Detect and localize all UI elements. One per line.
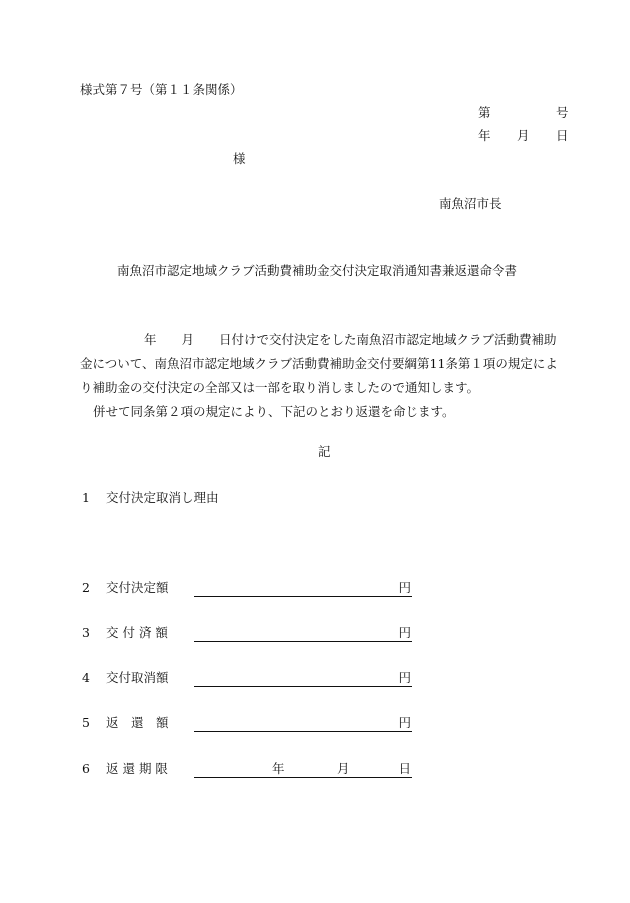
item-6-label: 返 還 期 限: [106, 761, 168, 776]
doc-date-day: 日: [556, 128, 569, 143]
body-line-2: 金について、南魚沼市認定地域クラブ活動費補助金交付要綱第11条第１項の規定によ: [80, 356, 558, 371]
item-6-month: 月: [337, 761, 350, 776]
body-line-4: 併せて同条第２項の規定により、下記のとおり返還を命じます。: [93, 404, 455, 419]
item-1-number: 1: [82, 490, 90, 505]
item-5-label: 返 還 額: [106, 715, 169, 730]
form-label: 様式第７号（第１１条関係）: [80, 82, 243, 97]
item-5-unit: 円: [398, 715, 411, 730]
item-2-number: 2: [82, 580, 90, 595]
body-date-month: 月: [181, 332, 195, 347]
item-3-unit: 円: [398, 625, 411, 640]
item-2-unit: 円: [398, 580, 411, 595]
item-4-amount-field[interactable]: [194, 668, 412, 687]
item-2-label: 交付決定額: [106, 580, 169, 595]
item-6-year: 年: [272, 761, 285, 776]
item-5-number: 5: [82, 715, 90, 730]
doc-number-prefix: 第: [478, 105, 491, 120]
ki-heading: 記: [318, 444, 331, 459]
item-1-label: 交付決定取消し理由: [106, 490, 219, 505]
body-text: [80, 328, 580, 424]
item-3-amount-field[interactable]: [194, 623, 412, 642]
item-4-label: 交付取消額: [106, 670, 169, 685]
item-5-amount-field[interactable]: [194, 713, 412, 732]
item-3-number: 3: [82, 625, 90, 640]
item-6-day: 日: [398, 761, 411, 776]
body-line-1: [80, 328, 580, 352]
item-2-amount-field[interactable]: [194, 578, 412, 597]
addressee-suffix: 様: [233, 151, 246, 166]
issuer: 南魚沼市長: [439, 196, 502, 211]
body-line-3: り補助金の交付決定の全部又は一部を取り消しましたので通知します。: [80, 380, 480, 395]
body-line-1-rest: 日付けで交付決定をした南魚沼市認定地域クラブ活動費補助: [219, 332, 557, 347]
item-3-label: 交 付 済 額: [106, 625, 168, 640]
item-4-number: 4: [82, 670, 90, 685]
item-6-number: 6: [82, 761, 90, 776]
item-4-unit: 円: [398, 670, 411, 685]
item-6-deadline-field[interactable]: [194, 759, 412, 778]
document-title: 南魚沼市認定地域クラブ活動費補助金交付決定取消通知書兼返還命令書: [117, 263, 518, 278]
body-date-year: 年: [144, 332, 157, 347]
doc-date-year: 年: [478, 128, 491, 143]
doc-date-month: 月: [517, 128, 530, 143]
doc-number-suffix: 号: [556, 105, 569, 120]
